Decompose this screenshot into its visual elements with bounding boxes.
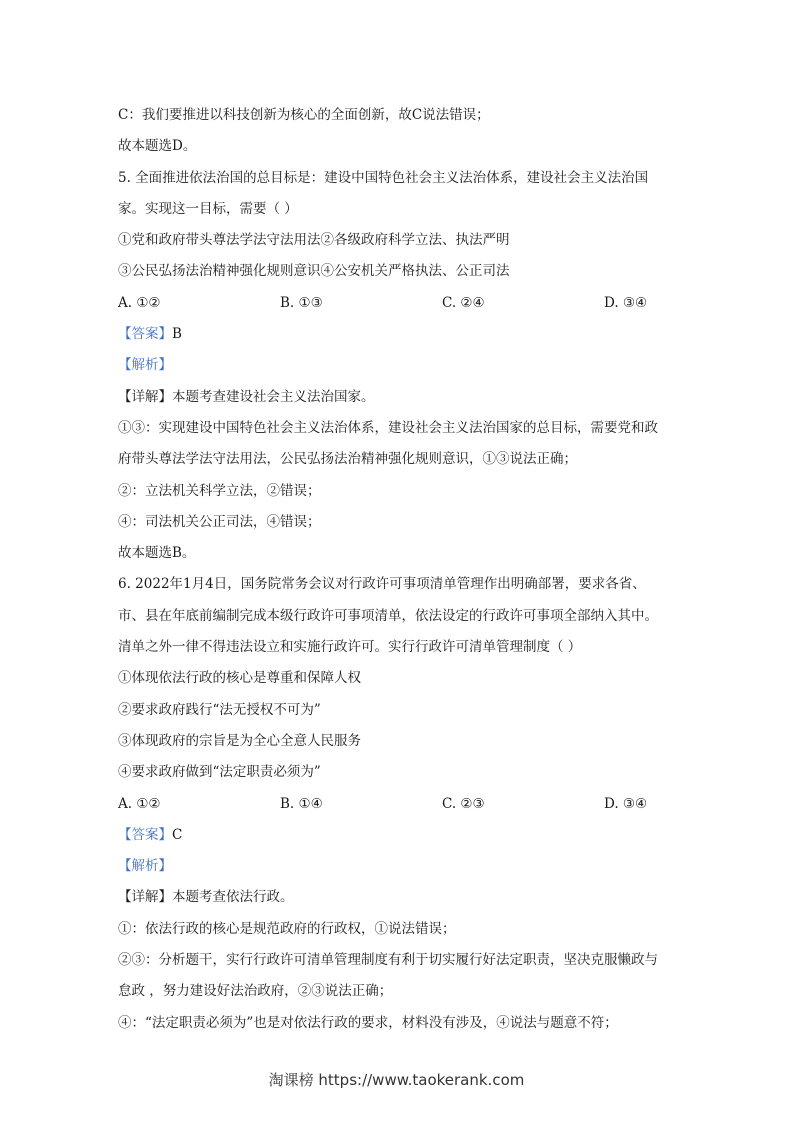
question-6-item: ③体现政府的宗旨是为全心全意人民服务	[118, 732, 361, 749]
text-line: C：我们要推进以科技创新为核心的全面创新，故C说法错误；	[118, 107, 490, 123]
text-line: 故本题选D。	[118, 138, 197, 155]
option-d: D. ③④	[604, 795, 648, 812]
question-5-item: ③公民弘扬法治精神强化规则意识④公安机关严格执法、公正司法	[118, 263, 510, 280]
option-c: C. ②④	[442, 294, 485, 311]
explain-line: ②：立法机关科学立法，②错误；	[118, 482, 321, 499]
question-6-options	[118, 789, 688, 820]
answer-value: B	[172, 326, 182, 343]
detail-text: 本题考查建设社会主义法治国家。	[172, 388, 375, 405]
explain-line: 怠政 ，努力建设好法治政府，②③说法正确；	[118, 983, 393, 1000]
option-b: B. ①③	[280, 294, 323, 311]
question-5-item: ①党和政府带头尊法学法守法用法②各级政府科学立法、执法严明	[118, 232, 510, 249]
answer-tag: 【答案】	[118, 826, 172, 843]
question-5-stem: 家。实现这一目标，需要（ ）	[118, 200, 298, 217]
explain-line: ④：“法定职责必须为”也是对依法行政的要求，材料没有涉及，④说法与题意不符；	[118, 1014, 618, 1031]
explain-line: 府带头尊法学法守法用法，公民弘扬法治精神强化规则意识，①③说法正确；	[118, 451, 577, 468]
question-5-stem: 5. 全面推进依法治国的总目标是：建设中国特色社会主义法治体系，建设社会主义法治国	[118, 169, 649, 186]
answer-tag: 【答案】	[118, 326, 172, 343]
explain-line: ②③：分析题干，实行行政许可清单管理制度有利于切实履行好法定职责，坚决克服懒政与	[118, 952, 658, 969]
detail-tag: 【详解】	[118, 889, 172, 906]
question-6-item: ④要求政府做到“法定职责必须为”	[118, 764, 321, 781]
explain-line: ①：依法行政的核心是规范政府的行政权，①说法错误；	[118, 920, 456, 937]
option-c: C. ②③	[442, 795, 485, 812]
document-body	[118, 100, 688, 1039]
question-5-options	[118, 288, 688, 319]
analysis-tag: 【解析】	[118, 858, 172, 875]
analysis-tag: 【解析】	[118, 357, 172, 374]
question-6-item: ①体现依法行政的核心是尊重和保障人权	[118, 670, 361, 687]
explain-line: ①③：实现建设中国特色社会主义法治体系，建设社会主义法治国家的总目标，需要党和政	[118, 419, 658, 436]
option-d: D. ③④	[604, 294, 648, 311]
explain-line: 故本题选B。	[118, 545, 196, 562]
question-5-answer	[118, 319, 688, 350]
explain-line: ④：司法机关公正司法，④错误；	[118, 513, 321, 530]
question-6-detail	[118, 882, 688, 913]
option-b: B. ①④	[280, 795, 323, 812]
detail-tag: 【详解】	[118, 388, 172, 405]
answer-value: C	[172, 826, 183, 843]
question-6-analysis	[118, 851, 688, 882]
option-a: A. ①②	[118, 294, 161, 311]
question-6-stem: 清单之外一律不得违法设立和实施行政许可。实行行政许可清单管理制度（ ）	[118, 639, 582, 656]
detail-text: 本题考查依法行政。	[172, 889, 294, 906]
question-5-analysis	[118, 350, 688, 381]
question-5-detail	[118, 382, 688, 413]
page-footer-watermark: 淘课榜 https://www.taokerank.com	[268, 1071, 525, 1089]
question-6-answer	[118, 820, 688, 851]
option-a: A. ①②	[118, 795, 161, 812]
question-6-item: ②要求政府践行“法无授权不可为”	[118, 701, 321, 718]
question-6-stem: 市、县在年底前编制完成本级行政许可事项清单，依法设定的行政许可事项全部纳入其中。	[118, 607, 658, 624]
question-6-stem: 6. 2022年1月4日，国务院常务会议对行政许可事项清单管理作出明确部署，要求各省、	[118, 576, 646, 593]
